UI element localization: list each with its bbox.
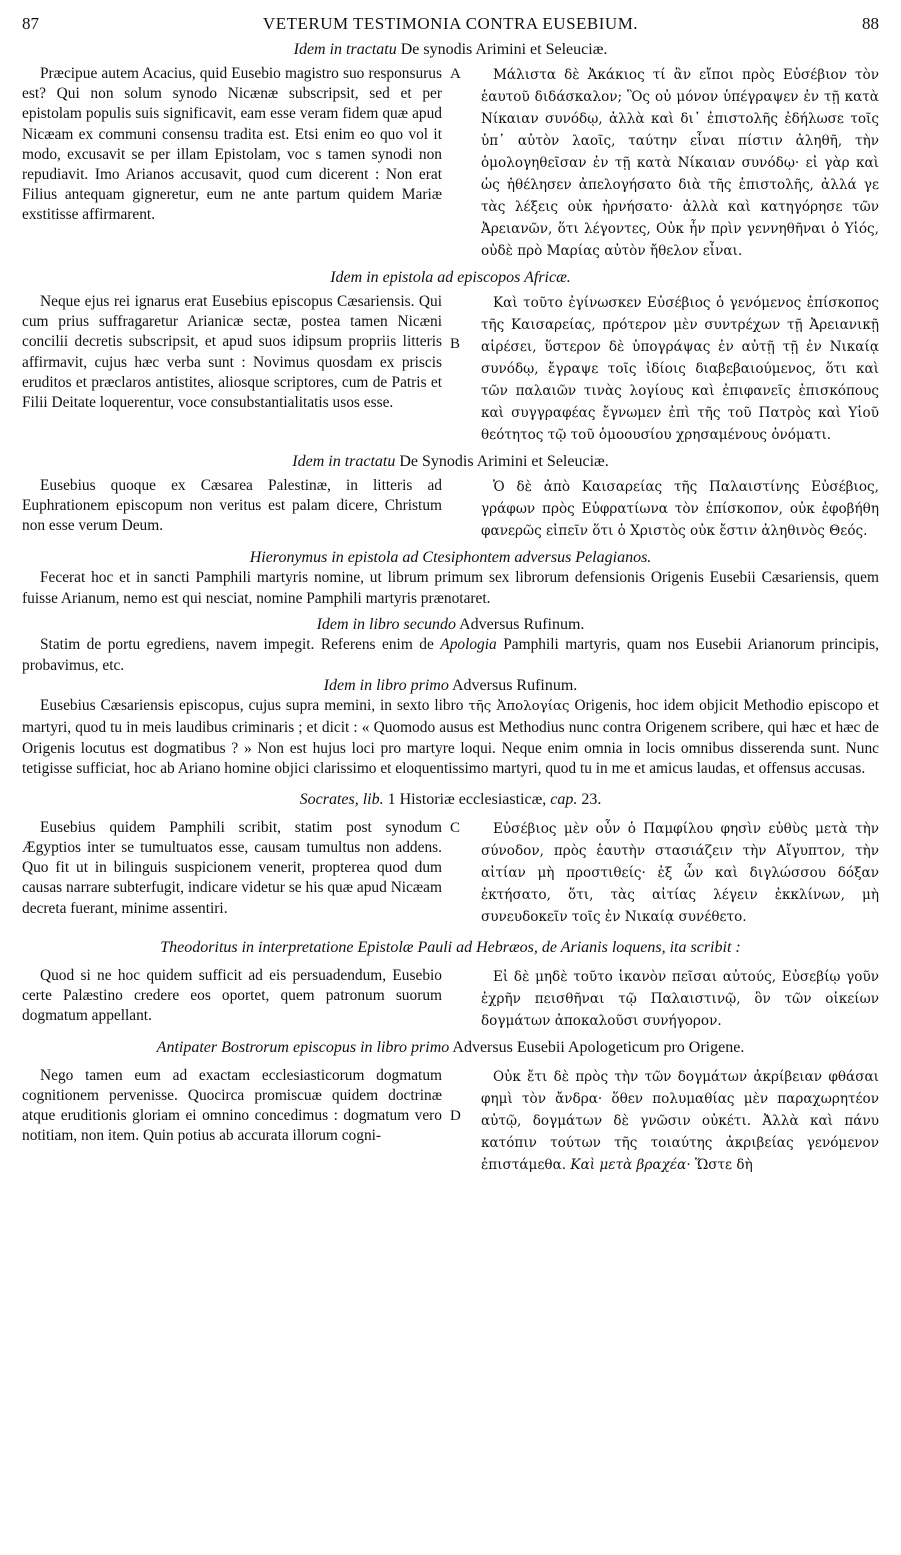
section-marker-c: C [450, 819, 461, 836]
section-heading-1: Idem in tractatu De synodis Arimini et Seleuciæ. [293, 41, 608, 58]
greek-column-antipater: Οὐκ ἔτι δὲ πρὸς τὴν τῶν δογμάτων ἀκρίβειαν φθάσαι φημὶ τὸν ἄνδρα· ὅθεν πολυμαθίας μὲν παραχωρητέον αὐτῷ, δογμάτων δὲ γνῶσιν οὐκέτι. Ἀλλὰ καὶ πάνυ κατόπιν τούτων τῆς τοιαύτης ἀκριβείας γενόμενον ἐπιστάμεθα. Καὶ μετὰ βραχέα· Ὥστε δὴ [481, 1068, 879, 1173]
page-number-right: 88 [861, 14, 879, 33]
latin-column-2: Neque ejus rei ignarus erat Eusebius episcopus Cæsariensis. Qui cum prius suffragaretur Arianicæ sectæ, postea tamen Nicæni concilii decretis subscripsit, et apud suos idipsum propriis litteris affirmavit, cujus hæc verba sunt : Novimus quosdam ex priscis eruditos et præclaros antistites, aliosque scriptores, cum de Patris et Filii Deitate loquerentur, voce consubstantialitatis usos esse. [22, 293, 442, 412]
section-heading-jerome-2: Idem in libro secundo Adversus Rufinum. [316, 616, 585, 634]
jerome-paragraph-1: Fecerat hoc et in sancti Pamphili martyris nomine, ut librum primum sex librorum defensionis Origenis Eusebii Cæsariensis, quem fuisse Arianum, nemo est qui nesciat, nomine Pamphili martyris prænotaret. [22, 569, 879, 607]
section-heading-3: Idem in tractatu De Synodis Arimini et Seleuciæ. [292, 453, 609, 470]
parallel-section-socrates [22, 818, 879, 928]
parallel-section-3 [22, 476, 879, 542]
latin-column-antipater: Nego tamen eum ad exactam ecclesiasticorum dogmatum cognitionem pervenisse. Quocirca promiscuæ quidem doctrinæ atque eruditionis gloriam ei omnino concedimus : dogmatum vero notitiam, non item. Quin potius ab accurata illorum cogni- [22, 1066, 442, 1145]
parallel-section-1 [22, 64, 879, 262]
section-marker-a: A [450, 66, 461, 82]
latin-column-1: Præcipue autem Acacius, quid Eusebio magistro suo responsurus est? Qui non solum synodo Nicænæ subscripsit, sed et per epistolam populis suis significavit, eam esse veram fidem quæ apud Nicæam ex communi consensu tradita est. Etsi enim eo quo vol it modo, excusavit se per illam Epistolam, voc s tamen synodi non repudiavit. Imo Arianos accusavit, quod cum dicerent : Non erat Filius antequam gigneretur, eum ne ante partum quidem Mariæ exstitisse affirmarent. [22, 65, 442, 224]
page-number-left: 87 [22, 14, 39, 33]
section-marker-b: B [450, 336, 461, 352]
section-marker-d: D [450, 1107, 461, 1124]
latin-column-3: Eusebius quoque ex Cæsarea Palestinæ, in litteris ad Euphrationem episcopum non veritus est palam dicere, Christum non esse verum Deum. [22, 477, 442, 535]
section-heading-jerome-3: Idem in libro primo Adversus Rufinum. [323, 677, 578, 695]
greek-column-2: Καὶ τοῦτο ἐγίνωσκεν Εὐσέβιος ὁ γενόμενος ἐπίσκοπος τῆς Καισαρείας, πρότερον μὲν συντρέχων τῇ Ἀρειανικῇ αἱρέσει, ὕστερον δὲ ὑπογράψας ἐν αὐτῇ τῇ ἐν Νικαίᾳ συνόδῳ, ἔγραψε τοῖς ἰδίοις διαβεβαιούμενος, ὅτι καὶ τῶν παλαιῶν τινὰς λογίους καὶ ἐπιφανεῖς ἐπισκόπους καὶ συγγραφέας ἔγνωμεν ἐπὶ τῆς τοῦ Πατρὸς καὶ Υἱοῦ θεότητος τῷ τοῦ ὁμοουσίου χρησαμένους ὀνόματι. [481, 295, 879, 443]
page-title: VETERUM TESTIMONIA CONTRA EUSEBIUM. [262, 14, 639, 33]
section-heading-socrates: Socrates, lib. 1 Historiæ ecclesiasticæ, cap. 23. [299, 790, 602, 808]
parallel-section-antipater [22, 1066, 879, 1176]
greek-column-socrates: Εὐσέβιος μὲν οὖν ὁ Παμφίλου φησὶν εὐθὺς μετὰ τὴν σύνοδον, πρὸς ἑαυτὴν στασιάζειν τὴν Αἴγυπτον, τὴν αἰτίαν μὴ προστιθείς· ἐξ ὧν καὶ διγλώσσου δόξαν ἐκτήσατο, ὅτι, τὰς αἰτίας λέγειν ἐκκλίνων, μὴ συνευδοκεῖν τοῖς ἐν Νικαίᾳ συνέθετο. [481, 820, 879, 925]
parallel-section-2 [22, 292, 879, 446]
section-heading-theodoritus: Theodoritus in interpretatione Epistolæ Pauli ad Hebræos, de Arianis loquens, ita scribit : [160, 938, 741, 956]
latin-column-theodoritus: Quod si ne hoc quidem sufficit ad eis persuadendum, Eusebio certe Palæstino credere eos oportet, quem patronum suorum dogmatum appellant. [22, 966, 442, 1025]
section-heading-antipater: Antipater Bostrorum episcopus in libro primo Adversus Eusebii Apologeticum pro Origene. [156, 1038, 745, 1056]
parallel-section-theodoritus [22, 966, 879, 1032]
section-heading-2: Idem in epistola ad episcopos Africæ. [330, 269, 571, 286]
latin-column-socrates: Eusebius quidem Pamphili scribit, statim post synodum Ægyptios inter se tumultuatos esse, causam tumultus non addens. Quo fit ut in bilinguis suspicionem venerit, propterea quod dum causas narrare subterfugit, indicare videtur se his quæ apud Nicæam decreta fuerant, minime assentiri. [22, 818, 442, 917]
running-header [22, 14, 879, 40]
greek-column-theodoritus: Εἰ δὲ μηδὲ τοῦτο ἱκανὸν πεῖσαι αὐτούς, Εὐσεβίῳ γοῦν ἐχρῆν πεισθῆναι τῷ Παλαιστινῷ, ὃν τῶν οἰκείων δογμάτων ἀποκαλοῦσι συνήγορον. [481, 968, 879, 1029]
jerome-paragraph-3: Eusebius Cæsariensis episcopus, cujus supra memini, in sexto libro τῆς Ἀπολογίας Origenis, hoc idem objicit Methodio episcopo et martyri, quod tu in meis laudibus criminaris ; et dicit : « Quomodo ausus est Methodius nunc contra Origenem scribere, qui hæc et hæc de Origenis locutus est dogmatibus ? » Non est hujus loci pro martyre loqui. Neque enim omnia in locis omnibus disserenda sunt. Nunc tetigisse sufficiat, hoc ab Ariano homine objici clarissimo et eloquentissimo martyri, quod tu in me et amicus laudas, et offensus accusas. [22, 697, 879, 778]
greek-column-1: Μάλιστα δὲ Ἀκάκιος τί ἂν εἴποι πρὸς Εὐσέβιον τὸν ἑαυτοῦ διδάσκαλον; Ὃς οὐ μόνον ὑπέγραψεν ἐν τῇ κατὰ Νίκαιαν συνόδῳ, ἀλλὰ καὶ δι᾽ ἐπιστολῆς ἐδήλωσε τοῖς ὑπ᾽ αὐτὸν λαοῖς, ταύτην εἶναι πίστιν ἀληθῆ, τὴν ὁμολογηθεῖσαν ἐν τῇ κατὰ Νίκαιαν συνόδῳ· εἰ γὰρ καὶ ὡς ἠθέλησεν ἀπελογήσατο διὰ τῆς ἐπιστολῆς, ἀλλά γε τὰς λέξεις οὐκ ἠρνήσατο· ἀλλὰ καὶ κατηγόρησε τῶν Ἀρειανῶν, ὅτι λέγοντες, Οὐκ ἦν πρὶν γεννηθῆναι ὁ Υἱός, οὐδὲ πρὸ Μαρίας αὐτὸν ἤθελον εἶναι. [481, 67, 879, 259]
jerome-paragraph-2: Statim de portu egrediens, navem impegit. Referens enim de Apologia Pamphili martyris, quam nos Eusebii Arianorum principis, probavimus, etc. [22, 636, 879, 674]
greek-column-3: Ὁ δὲ ἀπὸ Καισαρείας τῆς Παλαιστίνης Εὐσέβιος, γράφων πρὸς Εὐφρατίωνα τὸν ἐπίσκοπον, οὐκ ἐφοβήθη φανερῶς εἰπεῖν ὅτι ὁ Χριστὸς οὐκ ἔστιν ἀληθινὸς Θεός. [481, 479, 879, 539]
section-heading-jerome-1: Hieronymus in epistola ad Ctesiphontem adversus Pelagianos. [249, 549, 652, 566]
